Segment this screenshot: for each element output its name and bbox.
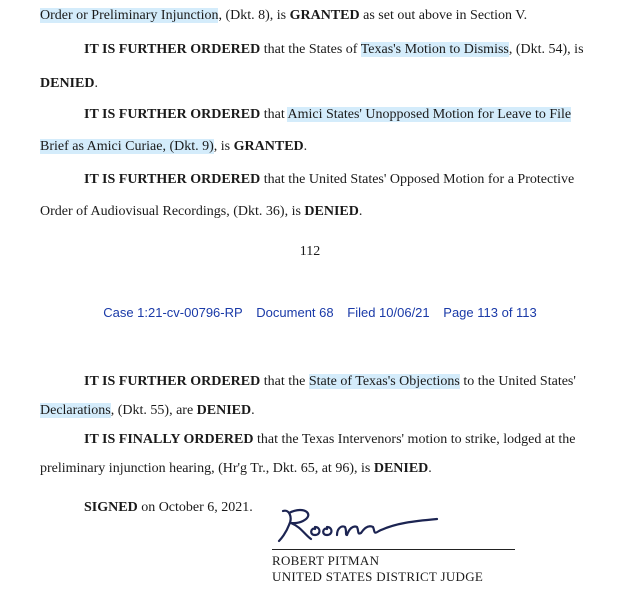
text: .: [303, 139, 308, 154]
document-number: Document 68: [256, 305, 334, 320]
text: .: [94, 76, 98, 91]
highlighted-text[interactable]: State of Texas's Objections: [308, 374, 460, 389]
bold-text: IT IS FURTHER ORDERED: [84, 172, 261, 187]
filed-date: Filed 10/06/21: [347, 305, 430, 320]
case-header: [0, 305, 640, 320]
paragraph-line: [84, 431, 576, 449]
highlighted-text[interactable]: Brief as Amici Curiae, (Dkt. 9): [40, 139, 214, 154]
text: .: [251, 403, 255, 418]
text: , (Dkt. 55), are: [110, 403, 197, 418]
paragraph-line: [40, 402, 255, 420]
bold-text: IT IS FURTHER ORDERED: [84, 42, 261, 57]
paragraph-line: [84, 373, 576, 391]
judge-name: ROBERT PITMAN: [272, 553, 380, 568]
text: that: [260, 107, 288, 122]
paragraph-line: [40, 203, 362, 221]
paragraph-line: [40, 460, 432, 478]
text: Order of Audiovisual Recordings, (Dkt. 36), is: [40, 204, 305, 219]
text: , is: [213, 139, 234, 154]
paragraph-line: [40, 138, 307, 156]
text: .: [358, 204, 363, 219]
text: that the United States' Opposed Motion for a Protective: [260, 172, 575, 187]
signed-date: on October 6, 2021.: [137, 500, 253, 515]
highlighted-text[interactable]: Declarations: [40, 403, 111, 418]
page-number: 112: [299, 244, 321, 259]
paragraph-line: [84, 171, 574, 189]
paragraph-line: [40, 75, 98, 93]
case-number: Case 1:21-cv-00796-RP: [103, 305, 243, 320]
judge-title: UNITED STATES DISTRICT JUDGE: [272, 569, 484, 584]
bold-text: IT IS FINALLY ORDERED: [84, 432, 254, 447]
bold-text: IT IS FURTHER ORDERED: [84, 374, 261, 389]
highlighted-text[interactable]: Texas's Motion to Dismiss: [360, 42, 509, 57]
signature-line: [272, 549, 515, 550]
text: that the States of: [260, 42, 361, 57]
bold-text: DENIED: [304, 204, 359, 219]
bold-text: DENIED: [40, 76, 95, 91]
text: to the United States': [459, 374, 576, 389]
text: , (Dkt. 8), is: [218, 8, 290, 23]
bold-text: GRANTED: [233, 139, 304, 154]
text: that the: [260, 374, 309, 389]
judge-signature: [275, 505, 445, 547]
text: as set out above in Section V.: [359, 8, 528, 23]
signed-line: [84, 499, 253, 517]
text: .: [428, 461, 432, 476]
text: , (Dkt. 54), is: [508, 42, 584, 57]
highlighted-text[interactable]: Amici States' Unopposed Motion for Leave to File: [287, 107, 572, 122]
bold-text: SIGNED: [84, 500, 138, 515]
bold-text: DENIED: [373, 461, 429, 476]
bold-text: IT IS FURTHER ORDERED: [84, 107, 261, 122]
paragraph-line: [84, 41, 584, 59]
highlighted-text[interactable]: Order or Preliminary Injunction: [40, 8, 219, 23]
paragraph-line: [84, 106, 571, 124]
page-indicator: Page 113 of 113: [443, 305, 537, 320]
text: that the Texas Intervenors' motion to strike, lodged at the: [253, 432, 576, 447]
paragraph-line: [40, 7, 527, 25]
bold-text: DENIED: [196, 403, 252, 418]
text: preliminary injunction hearing, (Hr'g Tr., Dkt. 65, at 96), is: [40, 461, 374, 476]
bold-text: GRANTED: [289, 8, 360, 23]
